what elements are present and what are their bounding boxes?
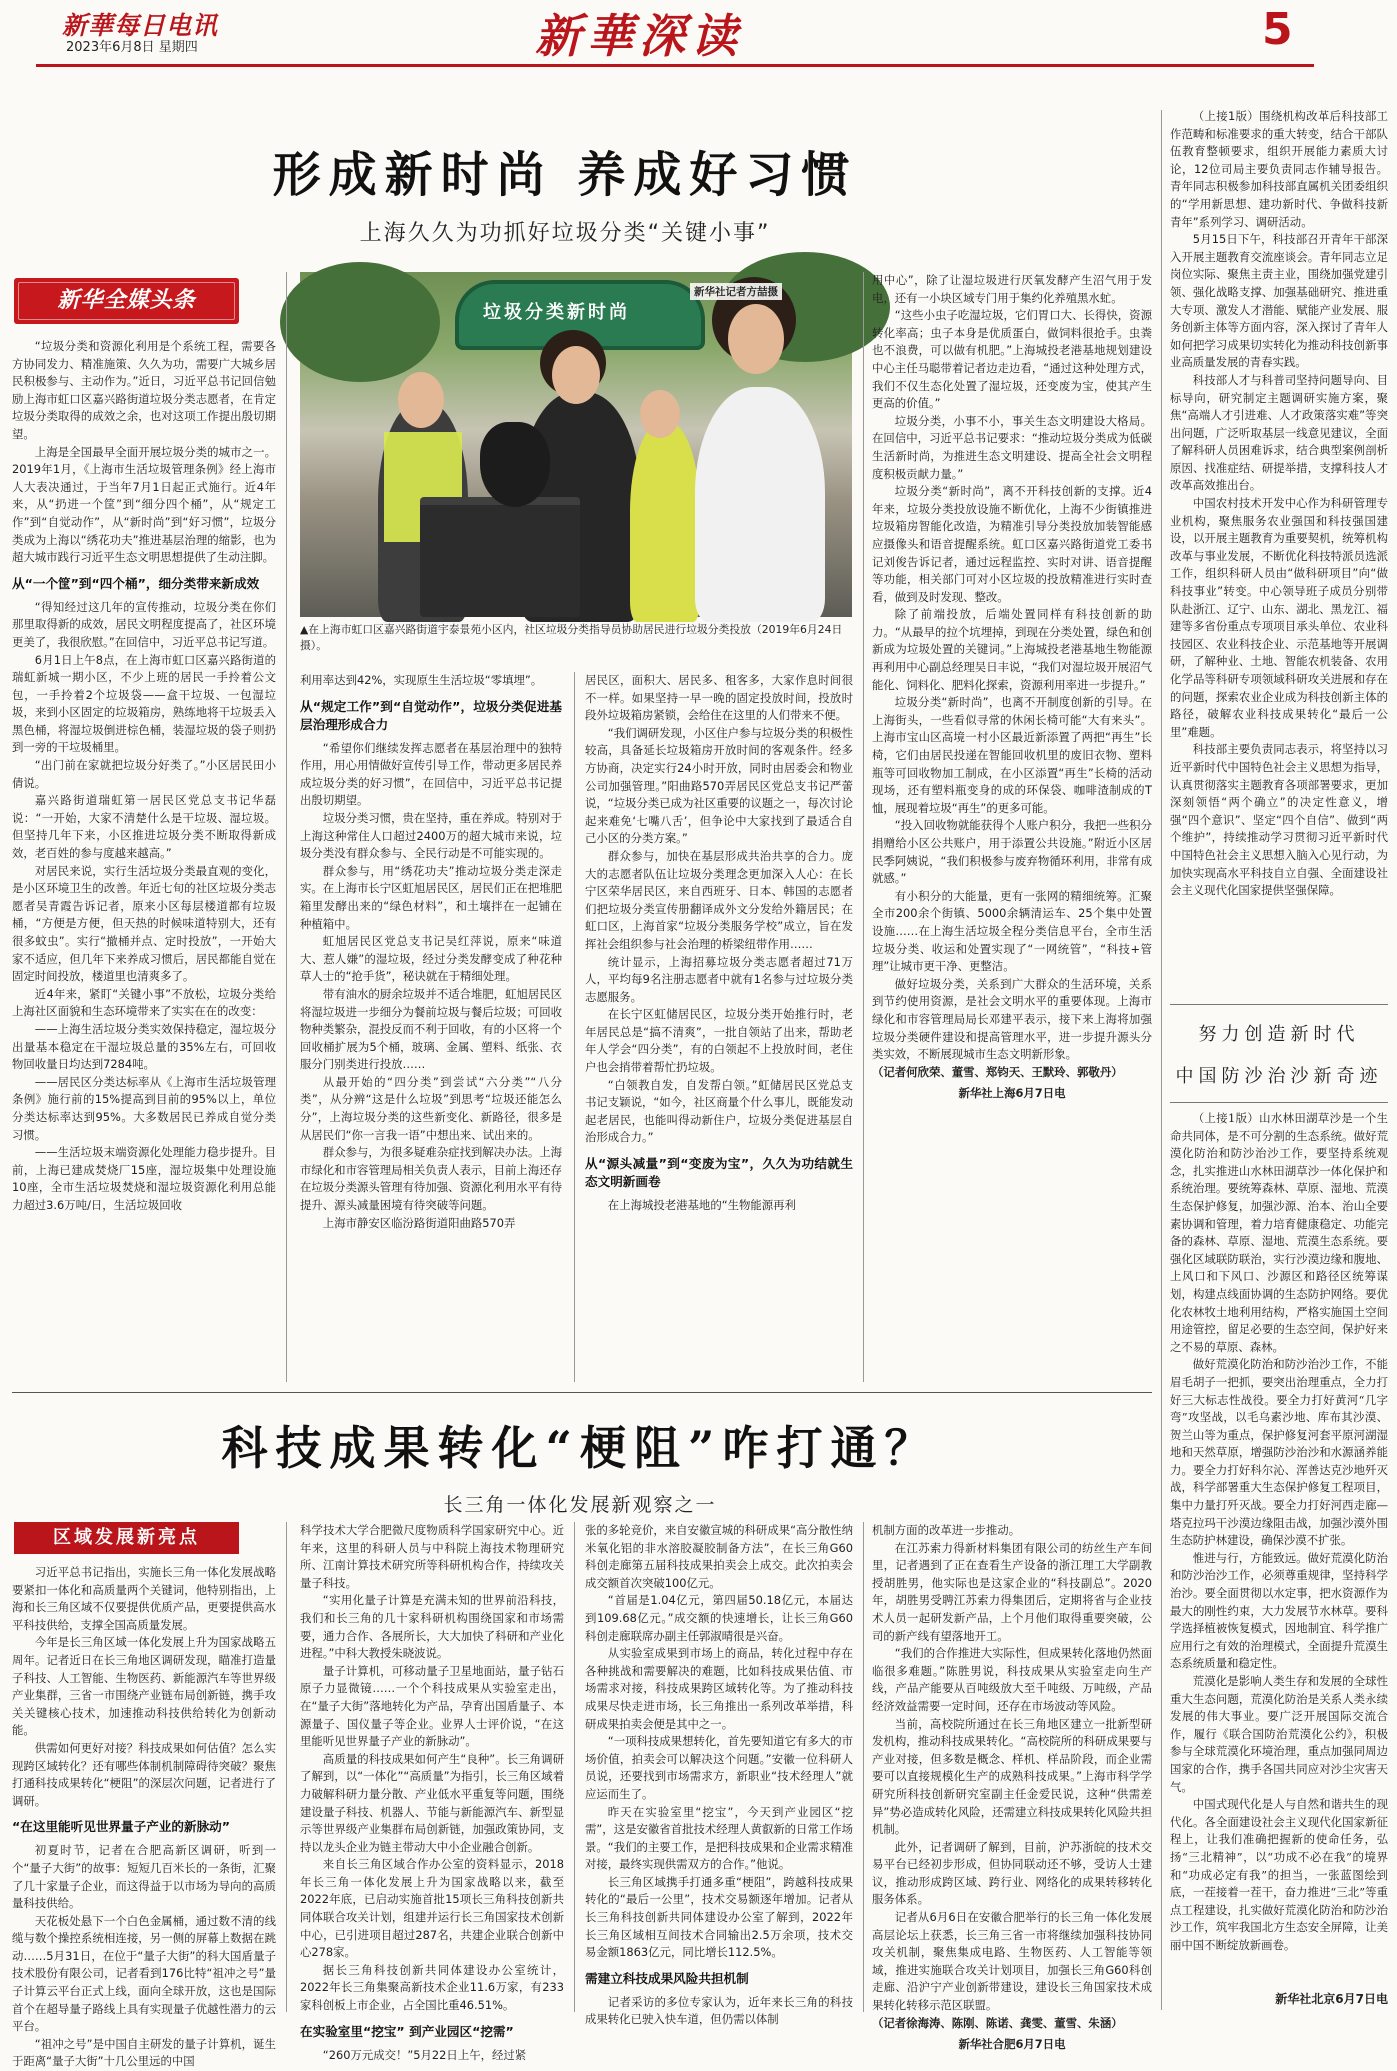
right-para: 科技部主要负责同志表示，将坚持以习近平新时代中国特色社会主义思想为指导，认真贯彻落实主题教育各项部署要求，更加深刻领悟“两个确立”的决定性意义，增强“四个意识”、坚定“四个自信”、做到“两个维护”，持续推动学习贯彻习近平新时代中国特色社会主义思想入脑入心见行动，为加快实现高水平科技自立自强、全面建设社会主义现代化国家提供坚强保障。 [1170, 742, 1388, 898]
masthead [0, 0, 1397, 72]
article1-para: 统计显示，上海招募垃圾分类志愿者超过71万人，平均每9名注册志愿者中就有1名参与过垃圾分类志愿服务。 [585, 954, 853, 1004]
article1-para: 在上海城投老港基地的“生物能源再利 [607, 1198, 796, 1213]
article2-para: 记者从6月6日在安徽合肥举行的长三角一体化发展高层论坛上获悉，长三角三省一市将继续加强科技协同攻关机制，聚焦集成电路、生物医药、人工智能等领域，推进实施联合攻关计划项目，加强长三角G60科创走廊、沿沪宁产业创新带建设，建设长三角国家技术成果转化转移示范区联盟。 [872, 1910, 1152, 2013]
article1-para: 居民区，面积大、居民多、租客多，大家作息时间很不一样。如果坚持一早一晚的固定投放时间，投放时段外垃圾箱房紧锁，会给住在这里的人们带来不便。 [585, 673, 853, 723]
article1-col4 [872, 272, 1152, 1382]
article2-para: 机制方面的改革进一步推动。 [872, 1523, 1021, 1537]
article1-byline: （记者何欣荣、董雪、郑钧天、王默玲、郭敬丹） [872, 1064, 1123, 1079]
article2-para: “祖冲之号”是中国自主研发的量子计算机，诞生于距离“量子大街”十几公里远的中国 [12, 2036, 276, 2069]
article1-para: 垃圾分类“新时尚”，离不开科技创新的支撑。近4年来，垃圾分类投放设施不断优化，上海不少街镇推进垃圾箱房智能化改造，为精准引导分类投放加装智能感应摄像头和语音提醒系统。虹口区嘉兴路街道党工委书记刘俊告诉记者，通过远程监控、实时对讲、语音提醒等功能，相关部门可对小区垃圾的投放精准进行实时查看，做到及时发现、整改。 [872, 484, 1152, 604]
article1-col1 [12, 338, 276, 1380]
photo-caption [300, 622, 852, 654]
photo-sign-text: 垃圾分类新时尚 [483, 302, 630, 323]
photo-tree [280, 262, 440, 382]
photo-bag [480, 422, 550, 507]
right-column-dateline: 新华社北京6月7日电 [1275, 1992, 1388, 2006]
article2-para: 科学技术大学合肥微尺度物质科学国家研究中心。近年来，这里的科研人员与中科院上海技术物理研究所、江南计算技术研究所等科研机构合作，持续攻关量子科技。 [300, 1523, 564, 1590]
right-column-title-line2: 中国防沙治沙新奇迹 [1175, 1066, 1383, 1087]
article1-para: “这些小虫子吃湿垃圾，它们胃口大、长得快，资源转化率高；虫子本身是优质蛋白，做饲料很抢手。虫粪也不浪费，可以做有机肥。”上海城投老港基地规划建设中心主任马聪带着记者边走边看，“通过这种处理方式，我们不仅生态化处置了湿垃圾，还变废为宝，使其产生更高的价值。” [872, 308, 1152, 411]
photo-face [552, 346, 600, 404]
article1-para: 虹旭居民区党总支书记吴红萍说，原来“味道大、惹人嫌”的湿垃圾，经过分类发酵变成了种花种草人士的“抢手货”，秘诀就在于精细处理。 [300, 934, 562, 984]
article1-para: 垃圾分类习惯，贵在坚持，重在养成。特别对于上海这种常住人口超过2400万的超大城市来说，垃圾分类没有群众参与、全民行动是不可能实现的。 [300, 810, 563, 861]
article1-para: ——居民区分类达标率从《上海市生活垃圾管理条例》施行前的15%提高到目前的95%以上，单位分类达标率达到95%。大多数居民已养成自觉分类习惯。 [12, 1074, 276, 1142]
article2-col1 [12, 1564, 276, 2069]
issue-date: 2023年6月8日 星期四 [66, 40, 198, 55]
article1-headline: 形成新时尚 养成好习惯 [272, 147, 858, 203]
article2-para: 此外，记者调研了解到，目前，沪苏浙皖的技术交易平台已经初步形成，但协同联动还不够，受访人士建议，推动形成跨区域、跨行业、网络化的成果转移转化服务体系。 [872, 1839, 1152, 1907]
right-para: 中国农村技术开发中心作为科研管理专业机构，聚焦服务农业强国和科技强国建设，以开展主题教育为重要契机，统筹机构改革与事业发展，不断优化科技特派员选派工作，组织科研人员由“做科研项目”向“做科技事业”转变。中心领导班子成员分别带队赴浙江、辽宁、山东、湖北、黑龙江、福建等多省份重点专项项目承头单位、农业科技园区、农业科技企业、示范基地等开展调研，了解种业、土地、智能农机装备、农用化学品等科研专项领域科研攻关进展和存在的问题，探索农业企业成为科技创新主体的路径，破解农业科技成果转化“最后一公里”难题。 [1170, 496, 1388, 739]
article1-col2 [300, 672, 562, 1380]
article1-para: 近4年来，紧盯“关键小事”不放松，垃圾分类给上海社区面貌和生态环境带来了实实在在的改变： [12, 986, 276, 1019]
right-para: （上接1版）围绕机构改革后科技部工作范畴和标准要求的重大转变，结合干部队伍教育整顿要求，组织开展能力素质大讨论，12位司局主要负责同志作辅导报告。青年同志积极参加科技部直属机关团委组织的“学用新思想、建功新时代、争做科技新青年”系列学习、调研活动。 [1170, 109, 1388, 229]
photo-person [630, 422, 700, 622]
right-column-top-text [1170, 108, 1388, 968]
article-separator [12, 1392, 1152, 1393]
article1-para: 群众参与，加快在基层形成共治共享的合力。庞大的志愿者队伍让垃圾分类理念更加深入人心：在长宁区荣华居民区，来自西班牙、日本、韩国的志愿者们把垃圾分类宣传册翻译成外文分发给外籍居民；在虹口区，上海首家“垃圾分类服务学校”成立，旨在发挥社会组织参与社会治理的桥梁纽带作用…… [585, 848, 853, 951]
article1-section-heading: 从“一个筐”到“四个桶”，细分类带来新成效 [12, 575, 260, 591]
article2-section-heading: “在这里能听见世界量子产业的新脉动” [12, 1819, 231, 1835]
photo-face [640, 390, 680, 438]
paper-name: 新華每日电讯 [62, 11, 219, 40]
article1-para: “我们调研发现，小区住户参与垃圾分类的积极性较高，具备延长垃圾箱房开放时间的客观条件。经多方协商，决定实行24小时开放，同时由居委会和物业公司加强管理。”阳曲路570弄居民区党总支书记严蕾说，“垃圾分类已成为社区重要的议题之一，每次讨论起来难免‘七嘴八舌’，但争论中大家找到了最适合自己小区的分类方案。” [585, 725, 853, 846]
article1-para: 用中心”，除了让湿垃圾进行厌氧发酵产生沼气用于发电，还有一小块区域专门用于集约化养殖黑水虻。 [872, 273, 1152, 305]
column-divider [286, 1522, 287, 2012]
article2-para: 来自长三角区域合作办公室的资料显示，2018年长三角一体化发展上升为国家战略以来，截至2022年底，已启动实施首批15项长三角科技创新共同体联合攻关计划，组建并运行长三角国家技术创新中心，已引进项目超过287名，共建企业联合创新中心278家。 [300, 1857, 564, 1960]
article1-para: 群众参与，用“绣花功夫”推动垃圾分类走深走实。在上海市长宁区虹旭居民区，居民们正在把堆肥箱里发酵出来的“绿色材料”，和土壤拌在一起铺在种植箱中。 [300, 863, 562, 931]
xinhua-media-banner: 新华全媒头条 [14, 278, 239, 324]
right-column-rule [1170, 1102, 1388, 1103]
photo-person [695, 387, 825, 622]
article2-col4 [872, 1522, 1152, 2052]
column-divider [1161, 110, 1162, 2010]
article1-para: 垃圾分类，小事不小，事关生态文明建设大格局。在回信中，习近平总书记要求：“推动垃圾分类成为低碳生活新时尚，为推进生态文明建设、提高全社会文明程度积极贡献力量。” [872, 413, 1152, 481]
page-number: 5 [1262, 4, 1293, 55]
article2-para: 从实验室成果到市场上的商品，转化过程中存在各种挑战和需要解决的难题，比如科技成果估值、市场需求对接，科技成果跨区域转化等。为了推动科技成果尽快走进市场，长三角推出一系列改革举措，科研成果拍卖会便是其中之一。 [585, 1646, 853, 1731]
article1-para: 除了前端投放，后端处置同样有科技创新的助力。“从最早的拉个坑埋掉，到现在分类处置，绿色和创新成为垃圾处置的关键词。”上海城投老港基地生物能源再利用中心副总经理吴日丰说，“我们对湿垃圾开展沼气能化、饲料化、肥料化探索，资源利用率进一步提升。” [872, 607, 1152, 692]
photo-face [728, 304, 784, 374]
article1-section-heading: 从“源头减量”到“变废为宝”，久久为功结就生态文明新画卷 [585, 1156, 853, 1190]
article2-para: 在江苏索力得新材料集团有限公司的纺丝生产车间里，记者遇到了正在查看生产设备的浙江理工大学副教授胡胜男，他实际也是这家企业的“科技副总”。2020年，胡胜男受聘江苏索力得集团后，定期将省与企业技术人员一起研发新产品，上个月他们取得重要突破，公司的新产线有望落地开工。 [872, 1540, 1152, 1643]
article2-para: “一项科技成果想转化，首先要知道它有多大的市场价值，拍卖会可以解决这个问题。”安徽一位科研人员说，还要找到市场需求方，新职业“技术经理人”就应运而生了。 [585, 1734, 853, 1801]
article2-dateline: 新华社合肥6月7日电 [958, 2037, 1066, 2052]
right-para: 做好荒漠化防治和防沙治沙工作，不能眉毛胡子一把抓，要突出治理重点，全力打好三大标志性战役。要全力打好黄河“几字弯”攻坚战，以毛乌素沙地、库布其沙漠、贺兰山等为重点，保护修复河套平原河湖湿地和天然草原，增强防沙治沙和水源涵养能力。要全力打好科尔沁、浑善达克沙地歼灭战，科学部署重大生态保护修复工程项目，集中力量打歼灭战。要全力打好河西走廊—塔克拉玛干沙漠边缘阻击战，加强沙漠外围生态防护林建设，确保沙漠不扩张。 [1170, 1357, 1388, 1548]
right-para: 惟进与行，方能致远。做好荒漠化防治和防沙治沙工作，必须尊重规律，坚持科学治沙。要全面贯彻以水定事，把水资源作为最大的刚性约束，大力发展节水林草。要科学选择植被恢复模式，因地制宜、科学推广应用行之有效的治理模式，全面提升荒漠生态系统质量和稳定性。 [1170, 1550, 1388, 1671]
article2-para: 初夏时节，记者在合肥高新区调研，听到一个“量子大街”的故事：短短几百米长的一条街，汇聚了几十家量子企业，而这得益于以市场为导向的高质量科技供给。 [12, 1843, 276, 1911]
column-divider [863, 272, 864, 1382]
article2-headline: 科技成果转化“梗阻”咋打通？ [221, 1421, 939, 1475]
article2-para: 当前，高校院所通过在长三角地区建立一批新型研发机构，推动科技成果转化。“高校院所的科研成果要与产业对接，但多数是概念、样机、样品阶段，而企业需要可以直接规模化生产的成熟科技成果。”上海市科学学研究所科技创新研究室副主任金爱民说，这种“供需差异”势必造成转化风险，还需建立科技成果转化风险共担机制。 [872, 1716, 1152, 1837]
column-divider [863, 1522, 864, 2012]
article2-para: 量子计算机，可移动量子卫星地面站，量子钻石原子力显微镜……一个个科技成果从实验室走出，在“量子大街”落地转化为产品，孕育出国盾量子、本源量子、国仪量子等企业。业界人士评价说，“在这里能听见世界量子产业的新脉动”。 [300, 1663, 564, 1749]
article1-para: 在长宁区虹储居民区，垃圾分类开始推行时，老年居民总是“搞不清爽”，一批自领站了出来，帮助老年人学会“四分类”，有的白领起不上投放时间，老住户也会捎带着帮忙扔垃圾。 [585, 1007, 853, 1075]
article1-para: 嘉兴路街道瑞虹第一居民区党总支书记华磊说：“一开始，大家不清楚什么是干垃圾、湿垃圾。但坚持几年下来，小区推进垃圾分类不断取得新成效，老百姓的参与度越来越高。” [12, 793, 276, 861]
article2-subhead: 长三角一体化发展新观察之一 [443, 1494, 717, 1516]
right-column-bottom-text [1170, 1110, 1388, 1990]
article1-col3 [585, 672, 853, 1380]
article2-para: 供需如何更好对接？科技成果如何估值？怎么实现跨区域转化？还有哪些体制机制障碍待突破？聚焦打通科技成果转化“梗阻”的深层次问题，记者进行了调研。 [12, 1740, 276, 1808]
right-para: 5月15日下午，科技部召开青年干部深入开展主题教育交流座谈会。青年同志立足岗位实际、聚焦主责主业，围绕加强党建引领、强化战略支撑、加强基础研究、推进重大专项、激发人才潜能、赋能产业发展、服务创新主体等方面内容，深入探讨了青年人如何把学习成果切实转化为推动科技创新事业高质量发展的青春实践。 [1170, 232, 1388, 370]
article2-para: 高质量的科技成果如何产生“良种”。长三角调研了解到，以“一体化”“高质量”为指引，长三角区域着力破解科研力量分散、产业低水平重复等问题，围绕建设量子科技、机器人、节能与新能源汽车、新型显示等世界级产业集群布局创新链，加强政策协同，支持以龙头企业为链主带动大中小企业融合创新。 [300, 1751, 564, 1854]
article1-para: 垃圾分类“新时尚”，也离不开制度创新的引导。在上海街头，一些看似寻常的休闲长椅可能“大有来头”。上海市宝山区高境一村小区最近新添置了两把“再生”长椅，它们由居民投递在智能回收机里的废旧衣物、塑料瓶等可回收物加工制成，在小区添置“再生”长椅的活动现场，还有塑料瓶变身的成的环保袋、咖啡渣制成的T恤，展现着垃圾“再生”的更多可能。 [872, 695, 1152, 815]
article1-section-heading: 从“规定工作”到“自觉动作”，垃圾分类促进基层治理形成合力 [300, 698, 562, 732]
article2-para: 昨天在实验室里“挖宝”，今天到产业园区“挖需”，这是安徽省首批技术经理人黄叡新的日常工作场景。“我们的主要工作，是把科技成果和企业需求精准对接，最终实现供需双方的合作。”他说。 [585, 1804, 853, 1872]
article2-para: 习近平总书记指出，实施长三角一体化发展战略要紧扣一体化和高质量两个关键词，他特别指出，上海和长三角区域不仅要提供优质产品，更要提供高水平科技供给，支撑全国高质量发展。 [12, 1565, 276, 1632]
article2-section-heading: 需建立科技成果风险共担机制 [585, 1970, 749, 1986]
article2-para: 记者采访的多位专家认为，近年来长三角的科技成果转化已驶入快车道，但仍需以体制 [585, 1994, 853, 2027]
article1-para: 带有油水的厨余垃圾并不适合堆肥，虹旭居民区将湿垃圾进一步细分为餐前垃圾与餐后垃圾；可回收物种类繁杂，混投反而不利于回收，有的小区将一个回收桶扩展为5个桶，玻璃、金属、塑料、纸张、衣服分门别类进行投放…… [300, 986, 563, 1072]
article2-para: 张的多轮竞价，来自安徽宣城的科研成果“高分散性纳米氧化铝的非水溶胶凝胶制备方法”，在长三角G60科创走廊第五届科技成果拍卖会上成交。此次拍卖会成交额首次突破100亿元。 [585, 1523, 853, 1590]
article1-para: “出门前在家就把垃圾分好类了。”小区居民田小倩说。 [12, 758, 276, 790]
article1-para: 6月1日上午8点，在上海市虹口区嘉兴路街道的瑞虹新城一期小区，不少上班的居民一手拎着公文包，一手拎着2个垃圾袋——盒干垃圾、一包湿垃圾，来到小区固定的垃圾箱房，熟练地将干垃圾丢入黑色桶，将湿垃圾倒进棕色桶，装湿垃圾的袋子则扔到一旁的干垃圾桶里。 [12, 652, 276, 755]
article1-subhead: 上海久久为功抓好垃圾分类“关键小事” [359, 221, 771, 246]
article2-byline: （记者徐海涛、陈刚、陈诺、龚雯、董雪、朱涵） [872, 2015, 1123, 2030]
section-title: 新華深读 [535, 9, 743, 63]
article2-para: “首届是1.04亿元，第四届50.18亿元，本届达到109.68亿元。”成交额的快速增长，让长三角G60科创走廊联席办副主任郭淑晴很是兴奋。 [585, 1593, 853, 1643]
column-divider [286, 272, 287, 1382]
regional-development-banner: 区域发展新亮点 [14, 1522, 239, 1554]
right-column-rule [1170, 1004, 1388, 1005]
article2-section-heading: 在实验室里“挖宝” 到产业园区“挖需” [300, 2023, 514, 2039]
article2-para: 长三角区域携手打通多重“梗阻”，跨越科技成果转化的“最后一公里”，技术交易额逐年增加。记者从长三角科技创新共同体建设办公室了解到，2022年长三角区域相互间技术合同输出2.5万余项，技术交易金额1863亿元，同比增长112.5%。 [585, 1874, 853, 1960]
article2-para: 据长三角科技创新共同体建设办公室统计，2022年长三角集聚高新技术企业11.6万家，有233家科创板上市企业，占全国比重46.51%。 [300, 1962, 564, 2013]
article1-para: “希望你们继续发挥志愿者在基层治理中的独特作用，用心用情做好宣传引导工作，带动更多居民养成垃圾分类的好习惯”，在回信中，习近平总书记提出殷切期望。 [300, 740, 562, 808]
article2-para: 今年是长三角区域一体化发展上升为国家战略五周年。记者近日在长三角地区调研发现，瞄准打造量子科技、人工智能、生物医药、新能源汽车等世界级产业集群，三省一市围绕产业链布局创新链，携手攻关关键核心技术，加速推动科技供给转化为创新动能。 [12, 1635, 276, 1738]
article1-para: ——上海生活垃圾分类实效保持稳定，湿垃圾分出量基本稳定在干湿垃圾总量的35%左右，可回收物回收量日均达到7284吨。 [12, 1021, 276, 1072]
article1-para: “投入回收物就能获得个人账户积分，我把一些积分捐赠给小区公共账户，用于添置公共设施。”附近小区居民季阿姨说，“我们积极参与废弃物循环利用，非常有成就感。” [872, 818, 1152, 886]
photo-caption-text: ▲在上海市虹口区嘉兴路街道宇泰景苑小区内，社区垃圾分类指导员协助居民进行垃圾分类投放（2019年6月24日摄）。 [300, 623, 843, 652]
article1-para: ——生活垃圾末端资源化处理能力稳步提升。目前，上海已建成焚烧厂15座，湿垃圾集中处理设施10座，全市生活垃圾焚烧和湿垃圾资源化利用总能力超过3.6万吨/日，生活垃圾回收 [12, 1145, 276, 1212]
right-para: 科技部人才与科普司坚持问题导向、目标导向，研究制定主题调研实施方案，聚焦“高端人才引进难、人才政策落实难”等突出问题，广泛听取基层一线意见建议，全面了解科研人员困难诉求，结合典型案例剖析原因、找准症结、研提举措，支撑科技人才改革高效推出台。 [1170, 372, 1388, 493]
article1-para: 上海市静安区临汾路街道阳曲路570弄 [322, 1215, 516, 1230]
article1-para: 做好垃圾分类，关系到广大群众的生活环境，关系到节约使用资源，是社会文明水平的重要体现。上海市绿化和市容管理局局长邓建平表示，接下来上海将加强垃圾分类硬件建设和提高管理水平，进一步提升源头分类实效，不断展现城市生态文明新形象。 [872, 976, 1152, 1062]
photo-bin [420, 497, 580, 617]
article1-para: 有小积分的大能量，更有一张网的精细统筹。汇聚全市200余个街镇、5000余辆清运车、25个集中处置设施……在上海生活垃圾全程分类信息平台，全市生活垃圾分类、收运和处置实现了“一网统管”，“科技+管理”让城市更干净、更整洁。 [872, 888, 1152, 974]
article2-para: “实用化量子计算是充满未知的世界前沿科技，我们和长三角的几十家科研机构围绕国家和市场需要，通力合作、各展所长，大大加快了科研和产业化进程。”中科大教授朱晓波说。 [300, 1593, 564, 1661]
article2-para: “260万元成交！”5月22日上午，经过紧 [322, 2047, 527, 2062]
photo-credit-label: 新华社记者方喆摄 [690, 283, 782, 300]
article2-col2 [300, 1522, 564, 2062]
article1-para: “白领教自发，自发帮白领。”虹储居民区党总支书记支颖说，“如今，社区商量个什么事儿，既能发动起老居民，也能叫得动新住户，垃圾分类促进基层自治形成合力。” [585, 1077, 853, 1145]
article1-para: 群众参与，为很多疑难杂症找到解决办法。上海市绿化和市容管理局相关负责人表示，目前上海还存在垃圾分类源头管理有待加强、资源化利用水平有待提升、源头减量困境有待突破等问题。 [300, 1145, 563, 1213]
article1-dateline: 新华社上海6月7日电 [958, 1086, 1066, 1101]
article2-para: “我们的合作推进大实际性，但成果转化落地仍然面临很多难题。”陈胜男说，科技成果从实验室走向生产线，产品产能要从百吨级放大至千吨级、万吨级，产品经济效益需要一定时间，还存在市场波动等风险。 [872, 1646, 1152, 1713]
right-para: （上接1版）山水林田湖草沙是一个生命共同体，是不可分割的生态系统。做好荒漠化防治和防沙治沙工作，要坚持系统观念，扎实推进山水林田湖草沙一体化保护和系统治理。要统筹森林、草原、湿地、荒漠生态保护修复，加强沙源、治本、治山全要素协调和管理，着力培育健康稳定、功能完备的森林、草原、湿地、荒漠生态系统。要强化区域联防联治，实行沙漠边缘和腹地、上风口和下风口、沙源区和路径区统筹谋划，构建点线面协调的生态防护网络。要优化农林牧土地利用结构，严格实施国土空间用途管控，留足必要的生态空间，保护好来之不易的草原、森林。 [1170, 1111, 1388, 1354]
right-para: 荒漠化是影响人类生存和发展的全球性重大生态问题，荒漠化防治是关系人类永续发展的伟大事业。要广泛开展国际交流合作，履行《联合国防治荒漠化公约》，积极参与全球荒漠化环境治理，重点加强同周边国家的合作，携手各国共同应对沙尘灾害天气。 [1170, 1674, 1388, 1794]
masthead-rule [36, 64, 1314, 67]
article1-para: 利用率达到42%，实现原生生活垃圾“零填埋”。 [300, 673, 543, 687]
article1-para: “得知经过这几年的宣传推动，垃圾分类在你们那里取得新的成效，居民文明程度提高了，社区环境更美了，我很欣慰。”在回信中，习近平总书记写道。 [12, 599, 276, 649]
column-divider [574, 672, 575, 1382]
article1-para: “垃圾分类和资源化利用是个系统工程，需要各方协同发力、精准施策、久久为功，需要广大城乡居民积极参与、主动作为。”近日，习近平总书记回信勉励上海市虹口区嘉兴路街道垃圾分类志愿者，在肯定垃圾分类取得的成效之余，也对这项工作提出殷切期望。 [12, 339, 276, 441]
article1-para: 上海是全国最早全面开展垃圾分类的城市之一。2019年1月，《上海市生活垃圾管理条例》经上海市人大表决通过，于当年7月1日起正式施行。近4年来，从“扔进一个筐”到“细分四个桶”，从“规定工作”到“自觉动作”，从“新时尚”到“好习惯”，垃圾分类成为上海以“绣花功夫”推进基层治理的缩影，也为超大城市践行习近平生态文明思想提供了生动注脚。 [12, 444, 276, 565]
right-column-title-line1: 努力创造新时代 [1198, 1024, 1360, 1045]
garbage-sorting-photo [300, 272, 852, 617]
article2-para: 天花板处悬下一个白色金属桶，通过数不清的线缆与数个操控系统相连接，另一侧的屏幕上数据在跳动……5月31日，在位于“量子大街”的科大国盾量子技术股份有限公司，记者看到176比特“祖冲之号”量子计算云平台正式上线，面向全球开放，这也是国际首个在超导量子路线上具有实现量子优越性潜力的云平台。 [12, 1913, 276, 2034]
right-para: 中国式现代化是人与自然和谐共生的现代化。各全面建设社会主义现代化国家新征程上，让我们准确把握新的使命任务，弘扬“三北精神”，以“功成不必在我”的境界和“功成必定有我”的担当，一张蓝图绘到底，一茬接着一茬干，奋力推进“三北”等重点工程建设，扎实做好荒漠化防治和防沙治沙工作，筑牢我国北方生态安全屏障，让美丽中国不断绽放新画卷。 [1170, 1797, 1388, 1952]
column-divider [574, 1522, 575, 2012]
article1-para: 对居民来说，实行生活垃圾分类最直观的变化，是小区环境卫生的改善。年近七旬的社区垃圾分类志愿者吴青霞告诉记者，原来小区每层楼道都有垃圾桶，“方便是方便，但天热的时候味道特别大，还有很多蚊虫”。实行“撤桶并点、定时投放”，一开始大家不适应，但几年下来养成习惯后，居民都能自觉在固定时间投放，楼道里也清爽多了。 [12, 863, 276, 984]
article1-para: 从最开始的“四分类”到尝试“六分类”“八分类”，从分辨“这是什么垃圾”到思考“垃圾还能怎么分”，上海垃圾分类的这些新变化、新路径，很多是从居民们“你一言我一语”中想出来、试出来的。 [300, 1074, 562, 1142]
article2-col3 [585, 1522, 853, 2027]
photo-face [398, 372, 444, 428]
